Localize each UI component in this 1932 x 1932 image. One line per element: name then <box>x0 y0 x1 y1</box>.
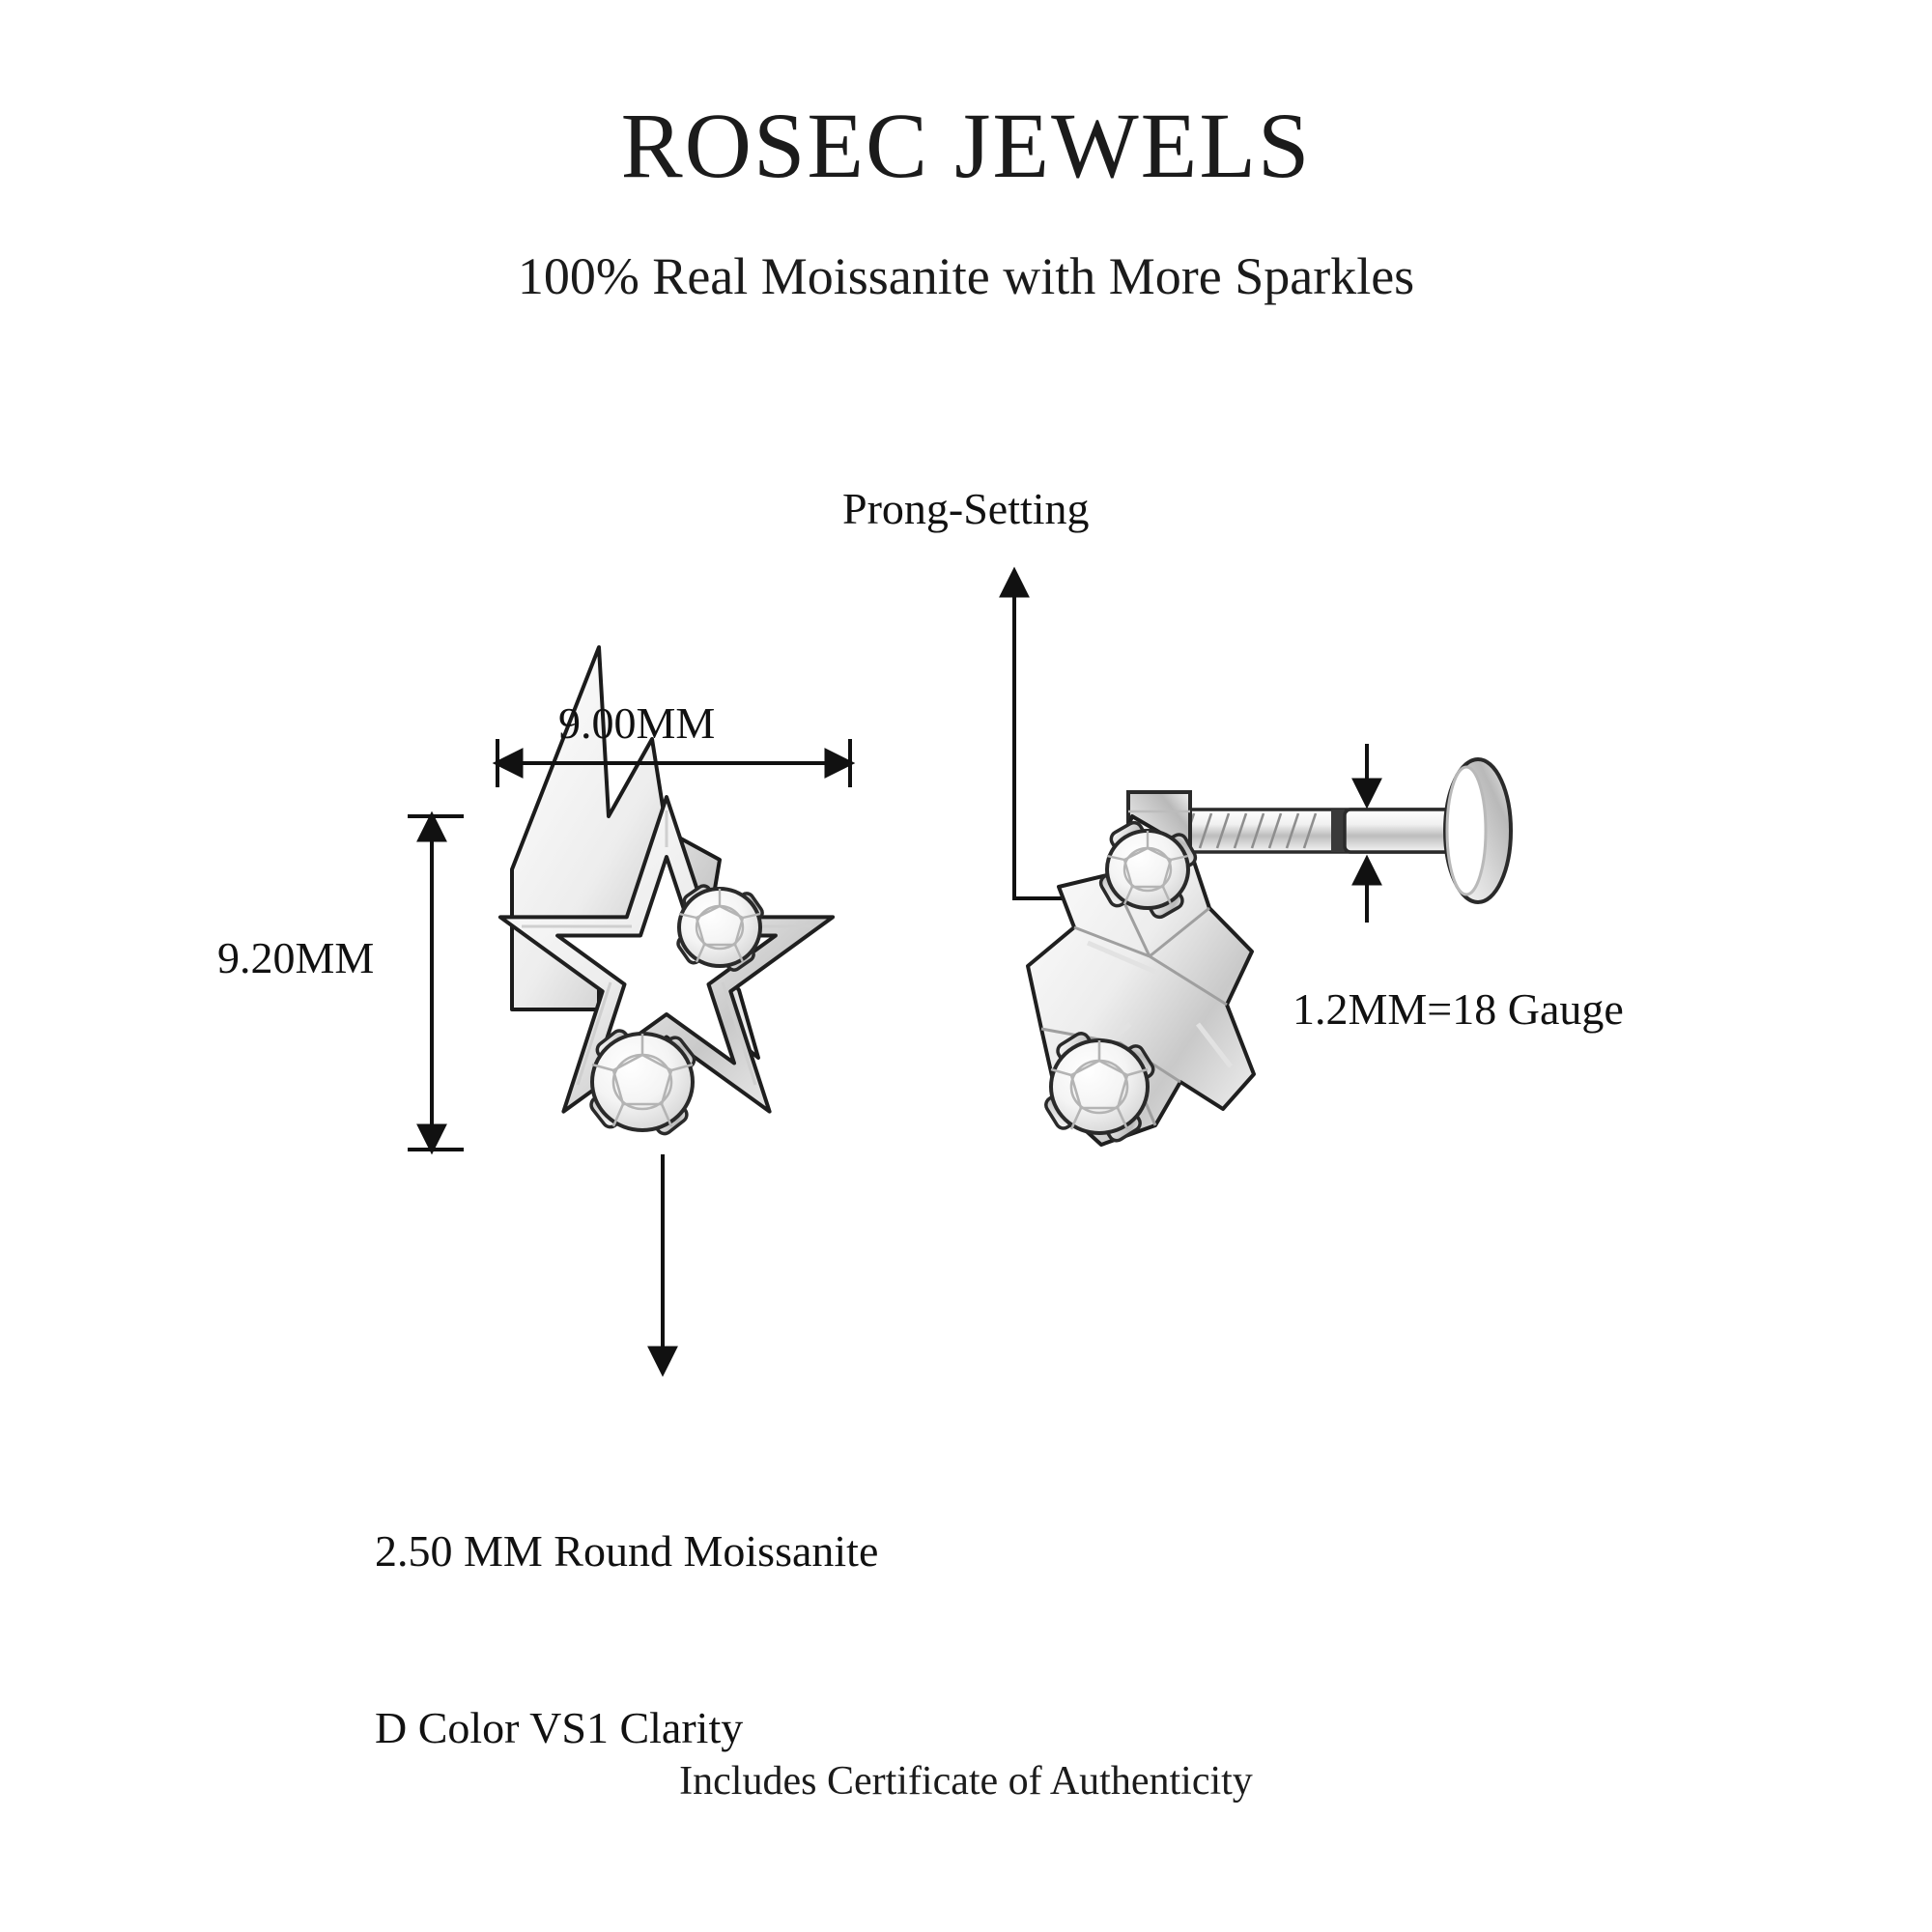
label-prong-setting: Prong-Setting <box>842 484 1090 533</box>
stone-side-lower <box>1043 1031 1156 1144</box>
label-stone-line1: 2.50 MM Round Moissanite <box>375 1526 879 1577</box>
post-marker-band <box>1331 810 1345 852</box>
label-width: 9.00MM <box>558 698 716 748</box>
stone-front-upper <box>675 883 765 973</box>
label-gauge: 1.2MM=18 Gauge <box>1293 984 1624 1034</box>
page-title: ROSEC JEWELS <box>620 94 1312 197</box>
label-height: 9.20MM <box>217 933 375 982</box>
stone-front-lower <box>588 1028 697 1137</box>
flat-back-disc <box>1445 759 1511 902</box>
side-view-assembly <box>1028 759 1511 1145</box>
certificate-note: Includes Certificate of Authenticity <box>679 1759 1253 1804</box>
page-subtitle: 100% Real Moissanite with More Sparkles <box>517 247 1415 305</box>
height-dimension <box>408 816 464 1150</box>
label-stone-line2: D Color VS1 Clarity <box>375 1702 744 1752</box>
post-shaft <box>1154 810 1468 852</box>
